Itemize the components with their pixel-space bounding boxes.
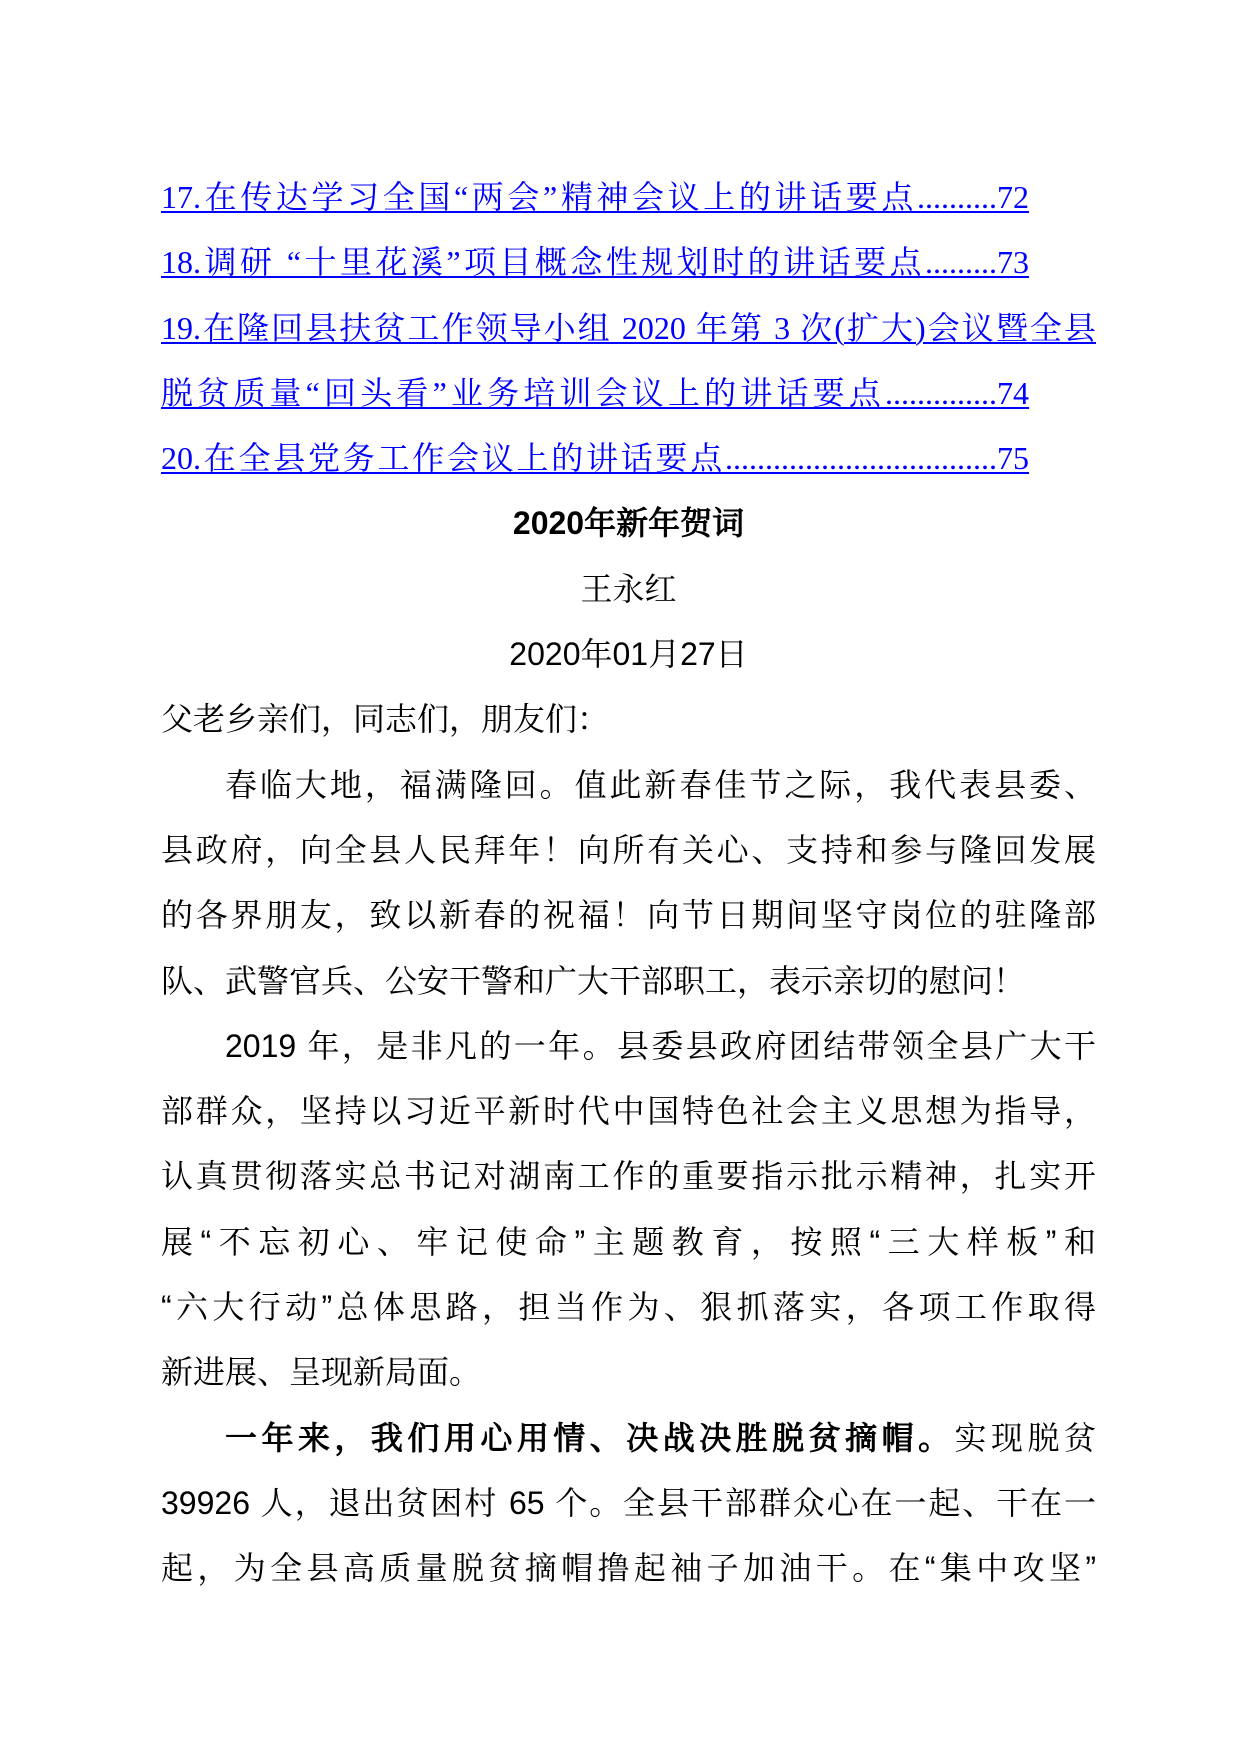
toc-link-19-continued[interactable]	[161, 361, 1029, 426]
toc-link-18[interactable]	[161, 230, 1029, 295]
table-of-contents	[161, 165, 1096, 491]
paragraph	[161, 753, 1096, 1014]
toc-entry-label: 17.在传达学习全国“两会”精神会议上的讲话要点	[161, 179, 917, 215]
paragraph-text: 实现脱贫	[954, 1419, 1096, 1456]
paragraph	[161, 1406, 1096, 1602]
paragraph-line: 春临大地，福满隆回。值此新春佳节之际，我代表县委、	[225, 766, 1096, 803]
paragraph-lead-bold: 一年来，我们用心用情、决战决胜脱贫摘帽。	[225, 1419, 955, 1456]
toc-link-20[interactable]	[161, 426, 1029, 491]
paragraph-line: 展“不忘初心、牢记使命”主题教育，按照“三大样板”和	[161, 1223, 1096, 1260]
paragraph-line: 新进展、呈现新局面。	[161, 1354, 482, 1391]
toc-entry-label: 18.调研 “十里花溪”项目概念性规划时的讲话要点	[161, 244, 925, 281]
paragraph-line: 起，为全县高质量脱贫摘帽撸起袖子加油干。在“集中攻坚”	[161, 1550, 1096, 1587]
document-page	[161, 165, 1096, 1602]
paragraph-line: 部群众，坚持以习近平新时代中国特色社会主义思想为指导，	[161, 1093, 1096, 1130]
paragraph-line: 认真贯彻落实总书记对湖南工作的重要指示批示精神，扎实开	[161, 1158, 1096, 1195]
paragraph-line: 的各界朋友，致以新春的祝福！向节日期间坚守岗位的驻隆部	[161, 897, 1096, 934]
toc-leader: ..................................	[725, 440, 997, 477]
toc-page-number: 74	[997, 374, 1029, 411]
toc-link-19[interactable]	[161, 296, 1096, 361]
toc-page-number: 73	[997, 244, 1029, 281]
paragraph-line: 县政府，向全县人民拜年！向所有关心、支持和参与隆回发展	[161, 831, 1096, 868]
toc-leader: ..............	[885, 374, 997, 411]
paragraph-line	[161, 1406, 1096, 1471]
toc-entry-label: 20.在全县党务工作会议上的讲话要点	[161, 440, 725, 477]
toc-page-number: 75	[997, 440, 1029, 477]
paragraph-line: 队、武警官兵、公安干警和广大干部职工，表示亲切的慰问！	[161, 962, 1026, 999]
toc-entry-label-continued: 脱贫质量“回头看”业务培训会议上的讲话要点	[161, 374, 885, 411]
toc-page-number: 72	[997, 179, 1029, 215]
article-date: 2020年01月27日	[509, 636, 748, 673]
article-title: 2020年新年贺词	[512, 505, 745, 542]
paragraph-line: “六大行动”总体思路，担当作为、狠抓落实，各项工作取得	[161, 1289, 1096, 1326]
toc-leader: .........	[925, 244, 997, 281]
article-author: 王永红	[580, 570, 677, 607]
toc-entry-label: 19.在隆回县扶贫工作领导小组 2020 年第 3 次(扩大)会议暨全县	[161, 309, 1096, 346]
toc-link-17[interactable]	[161, 165, 1029, 230]
paragraph	[161, 1014, 1096, 1406]
toc-leader: ..........	[917, 179, 997, 215]
paragraph-line: 2019 年，是非凡的一年。县委县政府团结带领全县广大干	[225, 1027, 1096, 1064]
paragraph-line: 39926 人，退出贫困村 65 个。全县干部群众心在一起、干在一	[161, 1484, 1096, 1521]
article	[161, 491, 1096, 1601]
salutation: 父老乡亲们，同志们，朋友们：	[161, 701, 610, 738]
